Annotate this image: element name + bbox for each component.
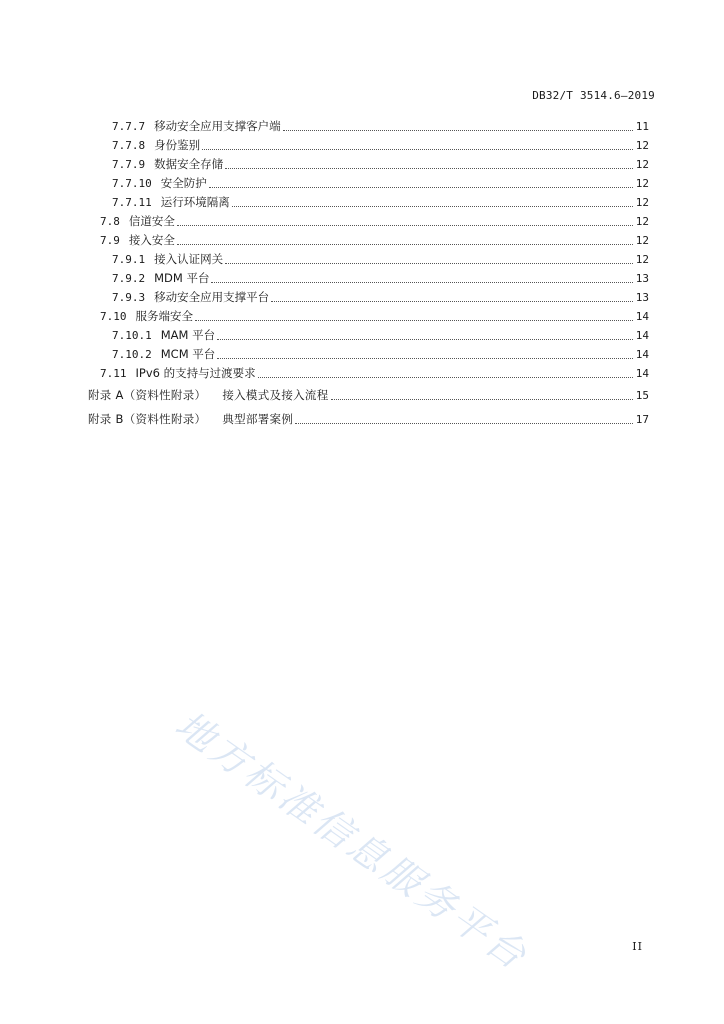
toc-page: 12: [635, 158, 649, 171]
toc-entry-7-7-11[interactable]: [112, 193, 649, 211]
toc-entry-7-7-8[interactable]: [112, 136, 649, 154]
dot-leader: [217, 357, 633, 359]
toc-number: 7.9.3: [112, 291, 146, 304]
toc-entry-7-9[interactable]: [100, 231, 649, 249]
dot-leader: [331, 398, 633, 400]
toc-title: MAM 平台: [160, 328, 216, 342]
toc-page: 14: [635, 348, 649, 361]
toc-number: 7.7.10: [112, 177, 152, 190]
toc-page: 12: [635, 215, 649, 228]
toc-entry-7-8[interactable]: [100, 212, 649, 230]
toc-entry-7-10-1[interactable]: [112, 326, 649, 344]
document-code: DB32/T 3514.6—2019: [532, 89, 655, 102]
toc-number: 7.7.8: [112, 139, 146, 152]
toc-title: 典型部署案例: [222, 412, 294, 426]
dot-leader: [271, 300, 633, 302]
toc-page: 14: [635, 310, 649, 323]
dot-leader: [209, 186, 633, 188]
dot-leader: [225, 262, 633, 264]
toc-number: 7.11: [100, 367, 127, 380]
toc-page: 15: [635, 389, 649, 402]
dot-leader: [177, 243, 633, 245]
toc-entry-7-7-9[interactable]: [112, 155, 649, 173]
toc-number: 7.7.7: [112, 120, 146, 133]
watermark: 地方标准信息服务平台: [167, 702, 537, 980]
toc-title: 数据安全存储: [154, 157, 224, 171]
dot-leader: [177, 224, 633, 226]
toc-number: 7.9.1: [112, 253, 146, 266]
toc-number: 7.9.2: [112, 272, 146, 285]
dot-leader: [211, 281, 633, 283]
toc-page: 11: [635, 120, 649, 133]
toc-entry-7-11[interactable]: [100, 364, 649, 382]
toc-page: 12: [635, 196, 649, 209]
toc-entry-7-7-7[interactable]: [112, 117, 649, 135]
toc-entry-7-7-10[interactable]: [112, 174, 649, 192]
toc-title: 身份鉴别: [154, 138, 201, 152]
toc-page: 12: [635, 234, 649, 247]
toc-page: 12: [635, 139, 649, 152]
toc-title: 移动安全应用支撑平台: [154, 290, 270, 304]
dot-leader: [217, 338, 633, 340]
toc-number: 7.8: [100, 215, 120, 228]
toc-title: 接入认证网关: [154, 252, 224, 266]
toc-title: MDM 平台: [154, 271, 210, 285]
dot-leader: [295, 422, 633, 424]
toc-title: 安全防护: [160, 176, 207, 190]
toc-page: 12: [635, 177, 649, 190]
toc-number: 7.10: [100, 310, 127, 323]
toc-title: IPv6 的支持与过渡要求: [135, 366, 256, 380]
dot-leader: [232, 205, 633, 207]
dot-leader: [258, 376, 633, 378]
toc-annex-label: 附录 B（资料性附录）: [88, 412, 207, 426]
toc-page: 12: [635, 253, 649, 266]
toc-entry-7-10[interactable]: [100, 307, 649, 325]
dot-leader: [283, 129, 633, 131]
toc-number: 7.10.2: [112, 348, 152, 361]
page-number: II: [632, 940, 643, 953]
toc-page: 13: [635, 272, 649, 285]
toc-title: 信道安全: [128, 214, 175, 228]
toc-entry-7-9-1[interactable]: [112, 250, 649, 268]
toc-title: 接入安全: [128, 233, 175, 247]
toc-page: 14: [635, 329, 649, 342]
toc-page: 17: [635, 413, 649, 426]
toc-entry-7-9-2[interactable]: [112, 269, 649, 287]
toc-entry-annex-a[interactable]: [88, 386, 649, 404]
toc-number: 7.7.11: [112, 196, 152, 209]
toc-page: 14: [635, 367, 649, 380]
dot-leader: [202, 148, 633, 150]
toc-title: 运行环境隔离: [160, 195, 230, 209]
dot-leader: [225, 167, 633, 169]
toc-number: 7.9: [100, 234, 120, 247]
toc-page: 13: [635, 291, 649, 304]
toc-number: 7.10.1: [112, 329, 152, 342]
toc-entry-annex-b[interactable]: [88, 410, 649, 428]
toc-title: 服务端安全: [135, 309, 193, 323]
toc-title: MCM 平台: [160, 347, 216, 361]
toc-title: 移动安全应用支撑客户端: [154, 119, 281, 133]
toc-title: 接入模式及接入流程: [222, 388, 329, 402]
toc-number: 7.7.9: [112, 158, 146, 171]
toc-annex-label: 附录 A（资料性附录）: [88, 388, 207, 402]
toc-entry-7-10-2[interactable]: [112, 345, 649, 363]
dot-leader: [195, 319, 633, 321]
toc-entry-7-9-3[interactable]: [112, 288, 649, 306]
